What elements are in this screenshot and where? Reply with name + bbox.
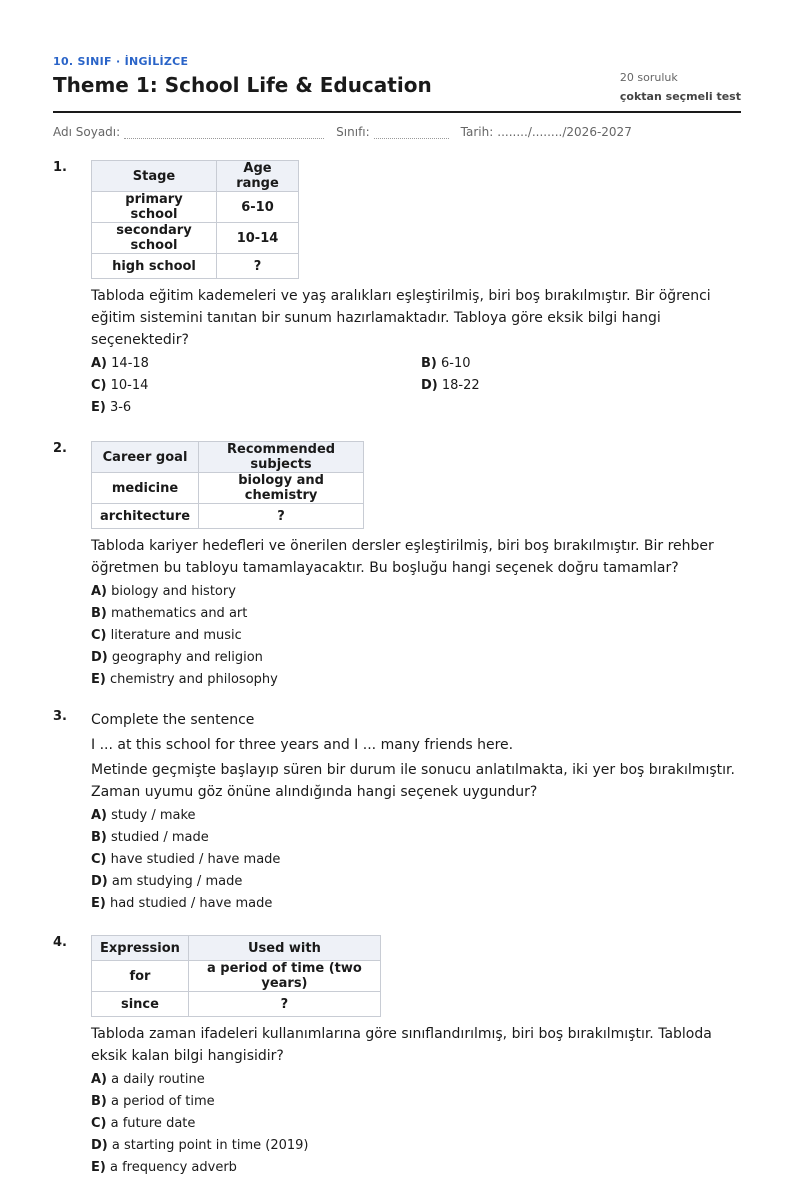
question-table: [91, 935, 381, 1017]
question-number: 3.: [53, 709, 67, 724]
options: [91, 353, 741, 419]
option-c[interactable]: C) 10-14: [91, 378, 149, 393]
option-c[interactable]: C) literature and music: [91, 628, 242, 643]
table-row: [92, 254, 299, 279]
grade-label: 10. SINIF · İNGİLİZCE: [53, 55, 189, 68]
question-text: Tabloda zaman ifadeleri kullanımlarına göre sınıflandırılmış, biri boş bırakılmıştır. Tabloda eksik kalan bilgi hangisidir?: [91, 1026, 712, 1064]
question-1: [53, 160, 741, 419]
option-e[interactable]: E) 3-6: [91, 400, 132, 415]
table-header: Stage: [92, 161, 217, 192]
question-intro: Complete the sentence: [91, 712, 255, 728]
date-value: ......../......../2026-2027: [497, 125, 632, 139]
table-header-row: [92, 161, 299, 192]
table-cell: ?: [199, 504, 364, 529]
option-d[interactable]: D) am studying / made: [91, 874, 243, 889]
table-header: Age range: [217, 161, 299, 192]
table-cell: medicine: [92, 473, 199, 504]
name-label: Adı Soyadı:: [53, 125, 121, 139]
table-cell: primary school: [92, 192, 217, 223]
table-row: [92, 192, 299, 223]
table-cell: since: [92, 992, 189, 1017]
question-4: [53, 935, 741, 1179]
options: [91, 581, 741, 691]
option-e[interactable]: E) a frequency adverb: [91, 1160, 237, 1175]
options: [91, 1069, 741, 1179]
option-b[interactable]: B) studied / made: [91, 830, 209, 845]
question-number: 4.: [53, 935, 67, 950]
option-a[interactable]: A) biology and history: [91, 584, 236, 599]
table-cell: secondary school: [92, 223, 217, 254]
table-row: [92, 504, 364, 529]
header: [53, 0, 741, 113]
option-e[interactable]: E) had studied / have made: [91, 896, 273, 911]
option-e[interactable]: E) chemistry and philosophy: [91, 672, 278, 687]
table-cell: ?: [188, 992, 380, 1017]
table-row: [92, 992, 381, 1017]
option-c[interactable]: C) have studied / have made: [91, 852, 281, 867]
table-header: Career goal: [92, 442, 199, 473]
question-text: Tabloda eğitim kademeleri ve yaş aralıkları eşleştirilmiş, biri boş bırakılmıştır. Bir öğrenci eğitim sistemini tanıtan bir sunum hazırlamaktadır. Tabloya göre eksik bilgi hangi seçenektedir?: [91, 288, 711, 348]
table-header: Expression: [92, 936, 189, 961]
option-a[interactable]: A) 14-18: [91, 356, 149, 371]
question-3: [53, 709, 741, 915]
table-header-row: [92, 442, 364, 473]
class-label: Sınıfı:: [336, 125, 370, 139]
page-title: Theme 1: School Life & Education: [53, 73, 432, 97]
date-label: Tarih:: [460, 125, 494, 139]
option-d[interactable]: D) 18-22: [421, 378, 480, 393]
question-number: 1.: [53, 160, 67, 175]
question-text: Tabloda kariyer hedefleri ve önerilen dersler eşleştirilmiş, biri boş bırakılmıştır. Bir rehber öğretmen bu tabloyu tamamlayacaktır. Bu boşluğu hangi seçenek doğru tamamlar?: [91, 538, 714, 576]
table-cell: biology and chemistry: [199, 473, 364, 504]
question-table: [91, 441, 364, 529]
table-cell: architecture: [92, 504, 199, 529]
option-d[interactable]: D) a starting point in time (2019): [91, 1138, 309, 1153]
option-d[interactable]: D) geography and religion: [91, 650, 263, 665]
option-b[interactable]: B) a period of time: [91, 1094, 215, 1109]
table-cell: 6-10: [217, 192, 299, 223]
class-field[interactable]: [374, 127, 449, 139]
option-a[interactable]: A) study / make: [91, 808, 196, 823]
question-count: 20 soruluk: [619, 71, 678, 84]
table-row: [92, 961, 381, 992]
table-cell: high school: [92, 254, 217, 279]
option-b[interactable]: B) mathematics and art: [91, 606, 248, 621]
table-header-row: [92, 936, 381, 961]
option-c[interactable]: C) a future date: [91, 1116, 196, 1131]
table-cell: a period of time (two years): [188, 961, 380, 992]
question-table: [91, 160, 299, 279]
question-number: 2.: [53, 441, 67, 456]
name-field[interactable]: [124, 127, 324, 139]
table-row: [92, 473, 364, 504]
student-info: [53, 113, 741, 139]
test-type: çoktan seçmeli test: [619, 90, 741, 103]
question-sentence: I ... at this school for three years and I ... many friends here.: [91, 737, 514, 753]
options: [91, 805, 741, 915]
test-meta: [620, 71, 741, 103]
option-b[interactable]: B) 6-10: [421, 356, 471, 371]
table-cell: 10-14: [217, 223, 299, 254]
table-cell: for: [92, 961, 189, 992]
question-text: Metinde geçmişte başlayıp süren bir durum ile sonucu anlatılmakta, iki yer boş bırakılmıştır. Zaman uyumu göz önüne alındığında hangi seçenek uygundur?: [91, 762, 735, 800]
table-row: [92, 223, 299, 254]
question-2: [53, 441, 741, 691]
table-header: Recommended subjects: [199, 442, 364, 473]
table-cell: ?: [217, 254, 299, 279]
option-a[interactable]: A) a daily routine: [91, 1072, 205, 1087]
table-header: Used with: [188, 936, 380, 961]
